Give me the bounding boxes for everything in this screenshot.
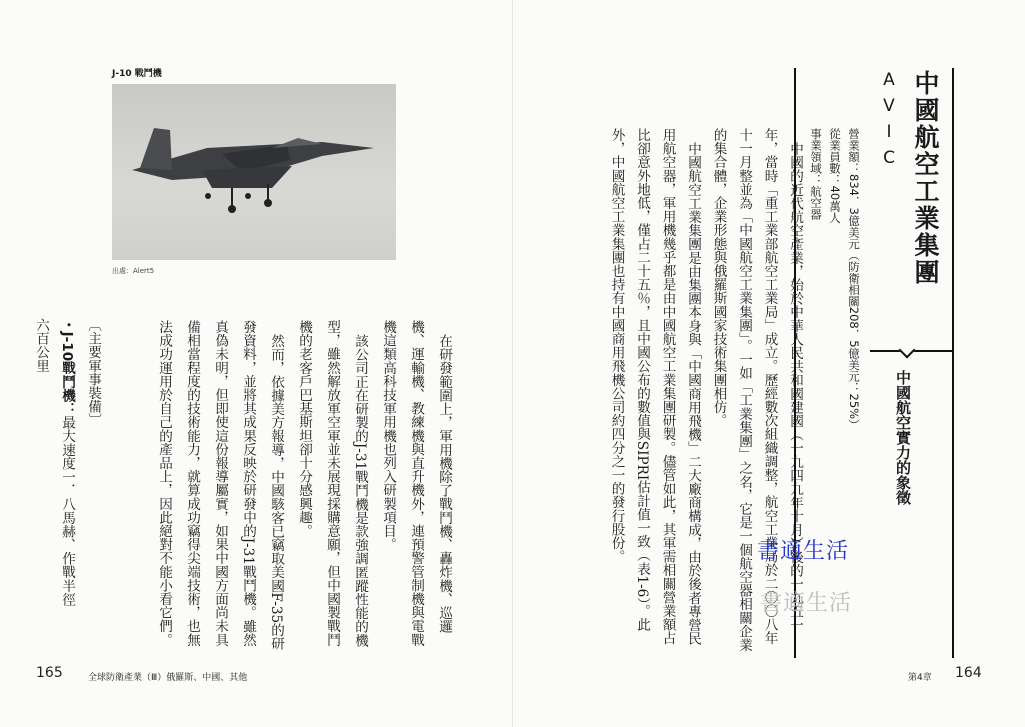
page-title-en: AVIC: [879, 70, 899, 174]
book-spine: [512, 0, 513, 727]
page-number-right: 164: [955, 665, 982, 681]
right-paragraph-1: 中國的近代航空產業，始於中華人民共和國建國（一九四九年十月）後的一九五一年，當時「重工業部航空工業局」成立。歷經數次組織調整，航空工業局於二〇〇八年十一月整並為「中國航空工業集團」。一如「工業集團」之名，它是一個航空器相關企業的集合體，企業形態與俄羅斯國家技術集團相仿。: [710, 128, 803, 652]
left-paragraph-3: 然而，依據美方報導，中國駭客已竊取美國F-35的研發資料，並將其成果反映於研發中的J-31戰鬥機。雖然真偽未明，但即使這份報導屬實，如果中國方面尚未具備相當程度的技術能力，就算成功竊得尖端技術，也無法成功運用於自己的產品上，因此絕對不能小看它們。: [156, 320, 284, 650]
meta-business: 事業領域：航空器: [809, 128, 823, 220]
left-body-text: [150, 320, 458, 650]
spec-item-desc: 最大速度一．八馬赫、作戰半徑: [59, 415, 75, 607]
title-rule-right: [952, 68, 954, 658]
photo-caption: J-10 戰鬥機: [112, 69, 162, 79]
watermark-gray: 書適生活: [760, 591, 853, 616]
page-title: 中國航空工業集團: [911, 70, 940, 286]
section-rule-notch: [899, 342, 916, 359]
equipment-spec-block: [28, 318, 106, 648]
right-paragraph-2: 中國航空工業集團是由集團本身與「中國商用飛機」二大廠商構成，由於後者專營民用航空器，軍用機幾乎都是由中國航空工業集團研製。儘管如此，其軍需相關營業額占比卻意外地低，僅占二十五％，且中國公布的數值與SIPRI估計值一致（表1-6）。此外，中國航空工業集團也持有中國商用飛機公司約四分之一的發行股份。: [608, 128, 701, 645]
meta-revenue: 營業額：834．3億美元（防衛相關208．5億美元：25%）: [847, 128, 861, 431]
jet-illustration: [112, 84, 396, 260]
left-paragraph-2: 該公司正在研製的J-31戰鬥機是款強調匿蹤性能的機型，雖然解放軍空軍並未展現採購意願，但中國製戰鬥機的老客戶巴基斯坦卻十分感興趣。: [296, 320, 368, 647]
spec-item: [54, 318, 80, 648]
meta-employees: 從業員數：40萬人: [828, 128, 842, 224]
photo-credit: 出處：Alert5: [112, 267, 155, 275]
running-footer: 全球防衛產業（Ⅲ）俄羅斯、中國、其他: [88, 673, 248, 683]
watermark-blue: 書適生活: [757, 539, 850, 564]
page-number-left: 165: [36, 665, 63, 681]
spec-heading: 〔主要軍事裝備〕: [85, 318, 101, 427]
chapter-label: 第4章: [908, 673, 932, 683]
spec-item-name: ・J-10戰鬥機：: [59, 318, 75, 416]
left-paragraph-1: 在研發範圍上，軍用機除了戰鬥機、轟炸機、巡邏機、運輸機、教練機與直升機外，連預警管制機與電戰機這類高科技軍用機也列入研製項目。: [380, 320, 452, 647]
section-heading: 中國航空實力的象徵: [894, 370, 912, 505]
j10-fighter-photo: [112, 84, 396, 260]
spec-item-desc-cont: 六百公里: [33, 318, 49, 373]
right-body-text: [603, 128, 807, 658]
